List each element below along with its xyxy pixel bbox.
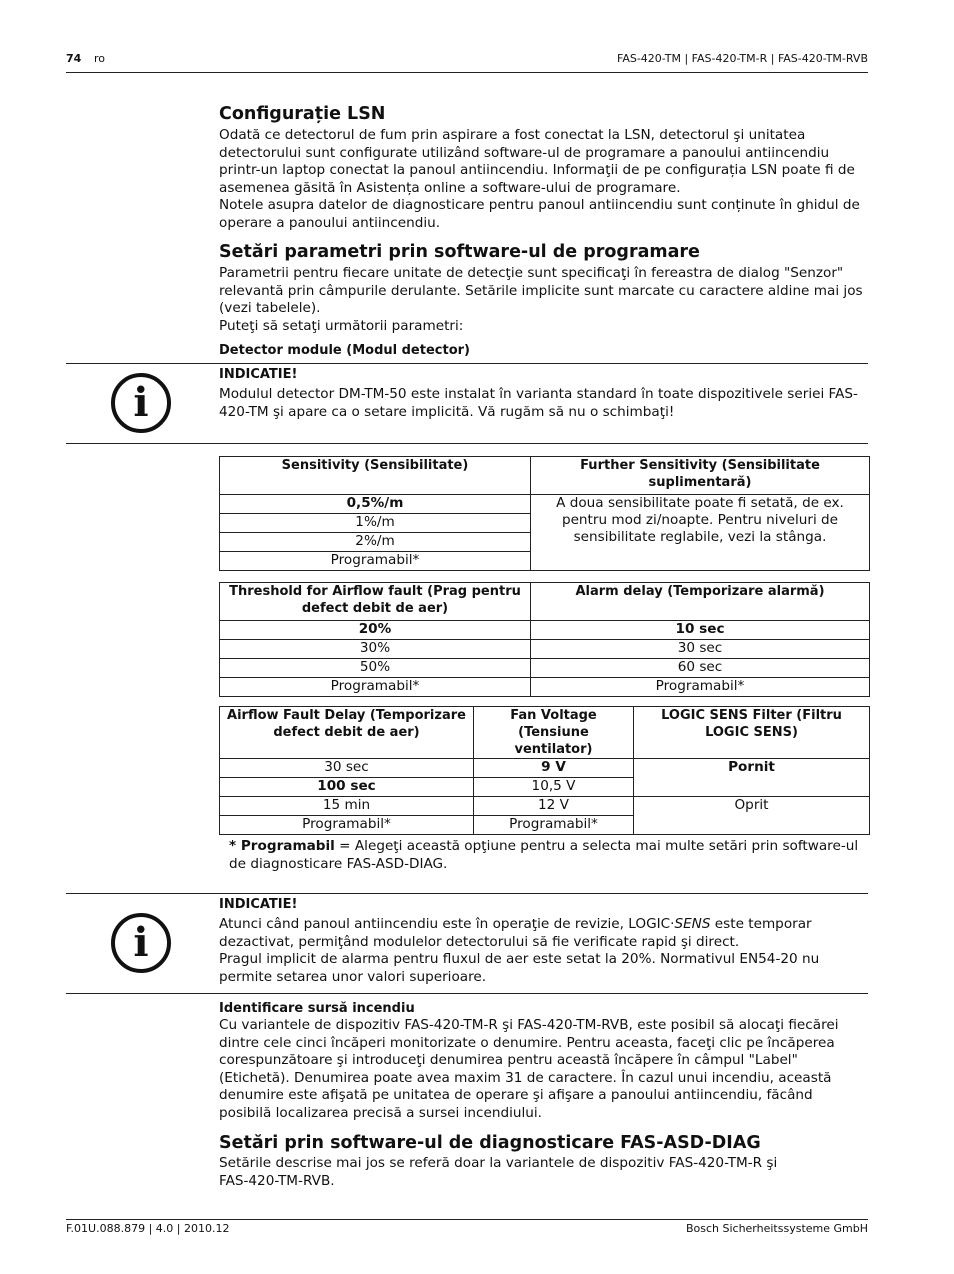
notice2-bottom-rule [66, 993, 868, 994]
sensitivity-table [219, 456, 870, 571]
fire-source-subheading: Identificare sursă incendiu [219, 1001, 415, 1016]
table-cell: 30 sec [220, 759, 474, 778]
header-rule [66, 72, 868, 73]
table-header: Fan Voltage (Tensiune ventilator) [474, 707, 634, 759]
table-header: Alarm delay (Temporizare alarmă) [531, 583, 870, 621]
notice2-label: INDICATIE! [219, 897, 298, 912]
notice1-top-rule [66, 363, 868, 364]
table-cell: 30% [220, 640, 531, 659]
table-cell: Programabil* [220, 816, 474, 835]
table-cell: 0,5%/m [220, 495, 531, 514]
fire-source-body: Cu variantele de dispozitiv FAS-420-TM-R şi FAS-420-TM-RVB, este posibil să alocaţi fiecărei dintre cele cinci încăperi monitorizate o denumire. Pentru aceasta, faceţi clic pe încăperea corespunzătoare şi introduceţi denumirea pentru această încăpere în câmpul "Label" (Etichetă). Denumirea poate avea maxim 31 de caractere. În cazul unui incendiu, această denumire este afişată pe unitatea de operare şi afişare a panoului antiincendiu, făcând posibilă localizarea precisă a sursei incendiului. [219, 1017, 839, 1121]
notice2-body: Atunci când panoul antiincendiu este în operaţie de revizie, LOGIC·SENS este temporar dezactivat, permiţând modulelor detectorului să fie verificate rapid şi direct. Pragul implicit de alarma pentru fluxul de aer este setat la 20%. Normativul EN54-20 nu permite setarea unor valori superioare. [219, 916, 820, 985]
table-header: LOGIC SENS Filter (Filtru LOGIC SENS) [634, 707, 870, 759]
section-title-programming: Setări parametri prin software-ul de programare [219, 242, 700, 262]
table-header: Further Sensitivity (Sensibilitate suplimentară) [531, 457, 870, 495]
table-cell: 1%/m [220, 514, 531, 533]
table-cell: 10,5 V [474, 778, 634, 797]
table-header: Threshold for Airflow fault (Prag pentru defect debit de aer) [220, 583, 531, 621]
table-cell: Programabil* [220, 678, 531, 697]
logic-sens-on-cell: Pornit [634, 759, 870, 797]
footer-rule [66, 1219, 868, 1220]
document-id: F.01U.088.879 | 4.0 | 2010.12 [66, 1222, 230, 1235]
table-cell: 60 sec [531, 659, 870, 678]
table-cell: 2%/m [220, 533, 531, 552]
section-title-diagnostics: Setări prin software-ul de diagnosticare FAS-ASD-DIAG [219, 1133, 761, 1153]
further-sensitivity-cell: A doua sensibilitate poate fi setată, de ex. pentru mod zi/noapte. Pentru niveluri de sensibilitate reglabile, vezi la stânga. [531, 495, 870, 571]
notice2-top-rule [66, 893, 868, 894]
page-number: 74 [66, 52, 82, 65]
logic-sens-off-cell: Oprit [634, 797, 870, 835]
table-cell: 100 sec [220, 778, 474, 797]
section-programming-body: Parametrii pentru fiecare unitate de detecţie sunt specificaţi în fereastra de dialog "Senzor" relevantă prin câmpurile derulante. Setările implicite sunt marcate cu caractere aldine mai jos (vezi tabelele). Puteţi să setaţi următorii parametri: [219, 265, 863, 334]
language-code: ro [94, 52, 106, 65]
table-cell: 30 sec [531, 640, 870, 659]
table-cell: 20% [220, 621, 531, 640]
fault-delay-table [219, 706, 870, 835]
airflow-threshold-table [219, 582, 870, 697]
company-name: Bosch Sicherheitssysteme GmbH [685, 1222, 868, 1235]
product-header: FAS-420-TM | FAS-420-TM-R | FAS-420-TM-RVB [617, 52, 868, 65]
table-cell: Programabil* [531, 678, 870, 697]
table-cell: 12 V [474, 797, 634, 816]
table-cell: 15 min [220, 797, 474, 816]
notice1-label: INDICATIE! [219, 367, 298, 382]
info-icon: i [111, 373, 171, 433]
section-diagnostics-body: Setările descrise mai jos se referă doar la variantele de dispozitiv FAS-420-TM-R şi FAS-420-TM-RVB. [219, 1155, 778, 1189]
table-header: Sensitivity (Sensibilitate) [220, 457, 531, 495]
notice1-body: Modulul detector DM-TM-50 este instalat în varianta standard în toate dispozitivele seriei FAS- 420-TM şi apare ca o setare implicită. Vă rugăm să nu o schimbaţi! [219, 386, 858, 420]
table-cell: 50% [220, 659, 531, 678]
section-title-lsn: Configurație LSN [219, 104, 386, 124]
info-icon: i [111, 913, 171, 973]
notice1-bottom-rule [66, 443, 868, 444]
table-cell: 9 V [474, 759, 634, 778]
table-cell: Programabil* [474, 816, 634, 835]
table-header: Airflow Fault Delay (Temporizare defect debit de aer) [220, 707, 474, 759]
table-cell: Programabil* [220, 552, 531, 571]
table-cell: 10 sec [531, 621, 870, 640]
detector-module-subheading: Detector module (Modul detector) [219, 343, 470, 358]
section-lsn-body: Odată ce detectorul de fum prin aspirare a fost conectat la LSN, detectorul şi unitatea detectorului sunt configurate utilizând software-ul de programare a panoului antiincendiu printr-un laptop conectat la panoul antiincendiu. Informaţii de pe configurația LSN poate fi de asemenea găsită în Asistența online a software-ului de programare. Notele asupra datelor de diagnosticare pentru panoul antiincendiu sunt conținute în ghidul de operare a panoului antiincendiu. [219, 127, 860, 231]
programmable-footnote: * Programabil = Alegeţi această opţiune pentru a selecta mai multe setări prin software-ul de diagnosticare FAS-ASD-DIAG. [229, 838, 859, 872]
